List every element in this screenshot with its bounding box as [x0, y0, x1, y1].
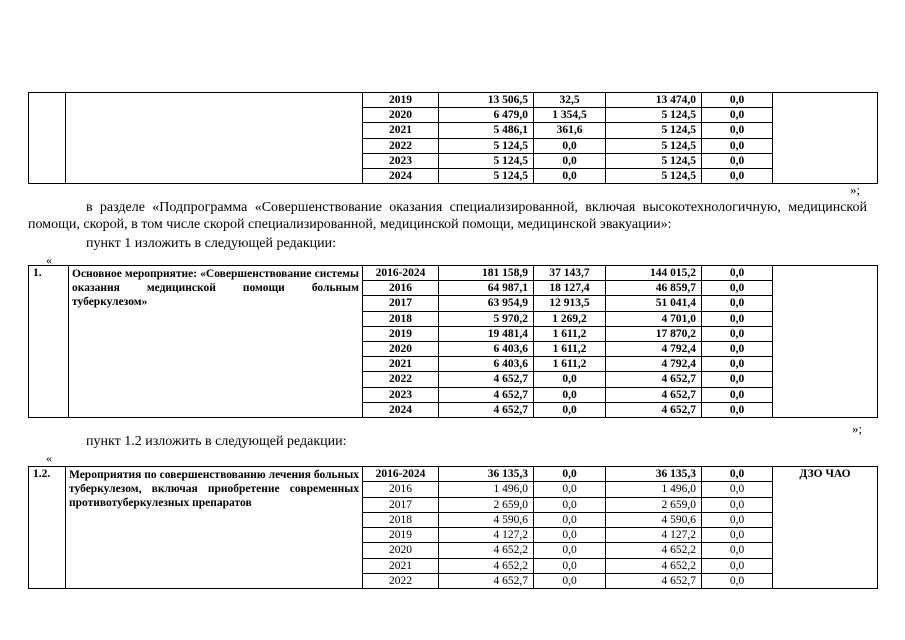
federal-cell: 0,0: [534, 387, 606, 402]
other-cell: 0,0: [702, 296, 773, 311]
table-top: [28, 92, 878, 184]
regional-cell: 36 135,3: [606, 467, 702, 482]
total-cell: 6 403,6: [439, 342, 534, 357]
regional-cell: 5 124,5: [606, 169, 702, 184]
regional-cell: 4 652,7: [606, 574, 702, 589]
federal-cell: 0,0: [534, 497, 606, 512]
regional-cell: 2 659,0: [606, 497, 702, 512]
regional-cell: 4 701,0: [606, 311, 702, 326]
total-cell: 36 135,3: [439, 467, 534, 482]
federal-cell: 0,0: [534, 482, 606, 497]
year-cell: 2019: [363, 528, 439, 543]
year-cell: 2021: [363, 357, 439, 372]
total-cell: 1 496,0: [439, 482, 534, 497]
other-cell: 0,0: [702, 326, 773, 341]
other-cell: 0,0: [702, 342, 773, 357]
table-row: [29, 93, 878, 108]
year-cell: 2020: [363, 342, 439, 357]
federal-cell: 37 143,7: [534, 266, 606, 281]
federal-cell: 1 354,5: [534, 108, 606, 123]
other-cell: 0,0: [702, 482, 773, 497]
other-cell: 0,0: [702, 311, 773, 326]
close-quote: »;: [852, 421, 863, 436]
year-cell: 2018: [363, 311, 439, 326]
year-cell: 2019: [363, 93, 439, 108]
federal-cell: 0,0: [534, 467, 606, 482]
regional-cell: 144 015,2: [606, 266, 702, 281]
other-cell: 0,0: [702, 402, 773, 417]
item-name: [66, 93, 363, 184]
regional-cell: 5 124,5: [606, 108, 702, 123]
other-cell: 0,0: [702, 574, 773, 589]
table-point-1-2: [28, 466, 878, 589]
total-cell: 2 659,0: [439, 497, 534, 512]
other-cell: 0,0: [702, 387, 773, 402]
total-cell: 5 486,1: [439, 123, 534, 138]
item-name: Мероприятия по совершенствованию лечения больных туберкулезом, включая приобретение современных противотуберкулезных препаратов: [66, 467, 363, 589]
total-cell: 13 506,5: [439, 93, 534, 108]
item-name: Основное мероприятие: «Совершенствование системы оказания медицинской помощи больным туберкулезом»: [69, 266, 363, 418]
year-cell: 2016-2024: [363, 467, 439, 482]
open-quote: «: [46, 451, 52, 465]
year-cell: 2017: [363, 497, 439, 512]
year-cell: 2024: [363, 402, 439, 417]
regional-cell: 4 792,4: [606, 342, 702, 357]
year-cell: 2024: [363, 169, 439, 184]
regional-cell: 5 124,5: [606, 138, 702, 153]
federal-cell: 0,0: [534, 574, 606, 589]
total-cell: 4 127,2: [439, 528, 534, 543]
total-cell: 19 481,4: [439, 326, 534, 341]
regional-cell: 4 127,2: [606, 528, 702, 543]
federal-cell: 0,0: [534, 558, 606, 573]
federal-cell: 1 611,2: [534, 357, 606, 372]
regional-cell: 5 124,5: [606, 123, 702, 138]
close-quote: »;: [850, 182, 861, 197]
year-cell: 2023: [363, 153, 439, 168]
year-cell: 2016: [363, 281, 439, 296]
federal-cell: 0,0: [534, 372, 606, 387]
federal-cell: 32,5: [534, 93, 606, 108]
total-cell: 64 987,1: [439, 281, 534, 296]
federal-cell: 0,0: [534, 138, 606, 153]
year-cell: 2018: [363, 512, 439, 527]
total-cell: 181 158,9: [439, 266, 534, 281]
regional-cell: 4 652,2: [606, 543, 702, 558]
year-cell: 2021: [363, 558, 439, 573]
total-cell: 4 590,6: [439, 512, 534, 527]
total-cell: 4 652,2: [439, 543, 534, 558]
open-quote: «: [46, 253, 52, 267]
total-cell: 5 124,5: [439, 153, 534, 168]
other-cell: 0,0: [702, 372, 773, 387]
executor-cell: [773, 266, 878, 418]
federal-cell: 1 611,2: [534, 326, 606, 341]
federal-cell: 0,0: [534, 402, 606, 417]
total-cell: 6 479,0: [439, 108, 534, 123]
federal-cell: 1 611,2: [534, 342, 606, 357]
total-cell: 4 652,7: [439, 574, 534, 589]
federal-cell: 1 269,2: [534, 311, 606, 326]
other-cell: 0,0: [702, 558, 773, 573]
regional-cell: 17 870,2: [606, 326, 702, 341]
federal-cell: 18 127,4: [534, 281, 606, 296]
executor-cell: ДЗО ЧАО: [773, 467, 878, 589]
federal-cell: 0,0: [534, 543, 606, 558]
federal-cell: 0,0: [534, 169, 606, 184]
regional-cell: 1 496,0: [606, 482, 702, 497]
item-number: 1.: [29, 266, 69, 418]
item-number: [29, 93, 66, 184]
regional-cell: 4 590,6: [606, 512, 702, 527]
year-cell: 2017: [363, 296, 439, 311]
other-cell: 0,0: [702, 281, 773, 296]
federal-cell: 12 913,5: [534, 296, 606, 311]
other-cell: 0,0: [702, 153, 773, 168]
other-cell: 0,0: [702, 169, 773, 184]
total-cell: 5 970,2: [439, 311, 534, 326]
regional-cell: 4 792,4: [606, 357, 702, 372]
federal-cell: 361,6: [534, 123, 606, 138]
total-cell: 5 124,5: [439, 138, 534, 153]
other-cell: 0,0: [702, 497, 773, 512]
table-point-1: [28, 265, 878, 418]
federal-cell: 0,0: [534, 153, 606, 168]
regional-cell: 4 652,7: [606, 372, 702, 387]
paragraph-section: в разделе «Подпрограмма «Совершенствование оказания специализированной, включая высокотехнологичную, медицинской помощи, скорой, в том числе скорой специализированной, медицинской помощи, медицинской эвакуации»:: [28, 200, 867, 232]
other-cell: 0,0: [702, 266, 773, 281]
paragraph-point12: пункт 1.2 изложить в следующей редакции:: [86, 434, 347, 449]
year-cell: 2023: [363, 387, 439, 402]
total-cell: 4 652,7: [439, 387, 534, 402]
year-cell: 2016-2024: [363, 266, 439, 281]
year-cell: 2016: [363, 482, 439, 497]
other-cell: 0,0: [702, 467, 773, 482]
regional-cell: 4 652,2: [606, 558, 702, 573]
total-cell: 4 652,7: [439, 372, 534, 387]
other-cell: 0,0: [702, 528, 773, 543]
total-cell: 4 652,7: [439, 402, 534, 417]
year-cell: 2020: [363, 543, 439, 558]
regional-cell: 51 041,4: [606, 296, 702, 311]
year-cell: 2020: [363, 108, 439, 123]
year-cell: 2022: [363, 574, 439, 589]
regional-cell: 13 474,0: [606, 93, 702, 108]
other-cell: 0,0: [702, 543, 773, 558]
executor-cell: [773, 93, 878, 184]
year-cell: 2022: [363, 372, 439, 387]
total-cell: 5 124,5: [439, 169, 534, 184]
total-cell: 4 652,2: [439, 558, 534, 573]
paragraph-point1: пункт 1 изложить в следующей редакции:: [86, 236, 336, 251]
year-cell: 2022: [363, 138, 439, 153]
other-cell: 0,0: [702, 512, 773, 527]
total-cell: 6 403,6: [439, 357, 534, 372]
federal-cell: 0,0: [534, 512, 606, 527]
federal-cell: 0,0: [534, 528, 606, 543]
regional-cell: 46 859,7: [606, 281, 702, 296]
table-row: [29, 266, 878, 281]
total-cell: 63 954,9: [439, 296, 534, 311]
table-row: [29, 467, 878, 482]
other-cell: 0,0: [702, 138, 773, 153]
item-number: 1.2.: [29, 467, 66, 589]
other-cell: 0,0: [702, 123, 773, 138]
year-cell: 2021: [363, 123, 439, 138]
regional-cell: 4 652,7: [606, 387, 702, 402]
other-cell: 0,0: [702, 93, 773, 108]
other-cell: 0,0: [702, 108, 773, 123]
year-cell: 2019: [363, 326, 439, 341]
other-cell: 0,0: [702, 357, 773, 372]
regional-cell: 4 652,7: [606, 402, 702, 417]
regional-cell: 5 124,5: [606, 153, 702, 168]
